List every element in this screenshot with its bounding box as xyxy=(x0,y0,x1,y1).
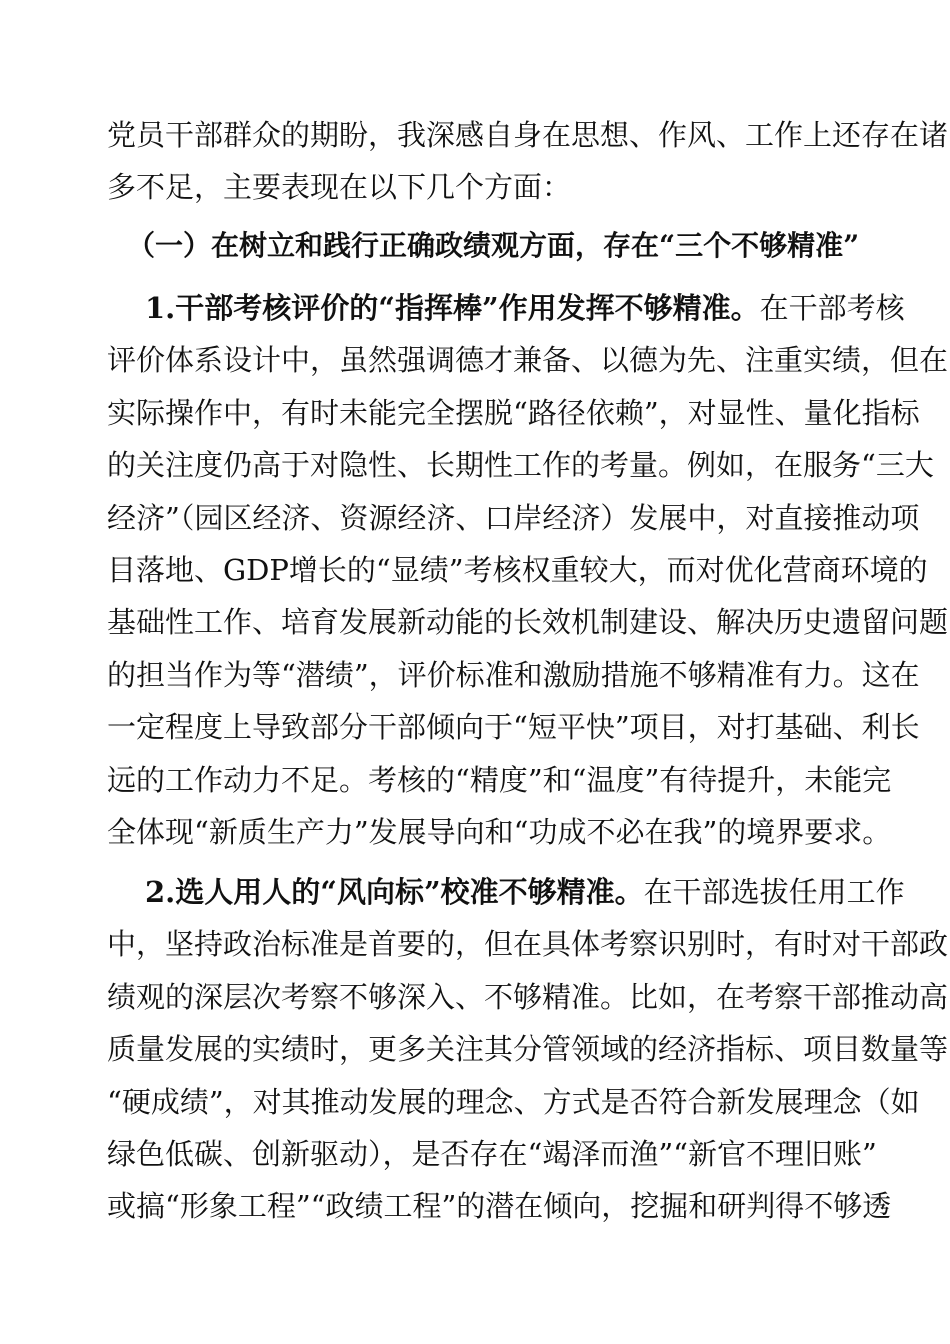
text-line: 或搞“形象工程”“政绩工程”的潜在倾向，挖掘和研判得不够透 xyxy=(107,1189,892,1224)
text-line: 一定程度上导致部分干部倾向于“短平快”项目，对打基础、利长 xyxy=(107,710,920,745)
text-line: “硬成绩”，对其推动发展的理念、方式是否符合新发展理念（如 xyxy=(107,1084,920,1119)
text-line: 绩观的深层次考察不够深入、不够精准。比如，在考察干部推动高 xyxy=(107,979,949,1014)
item2-first-line xyxy=(107,866,905,918)
text-line: 质量发展的实绩时，更多关注其分管领域的经济指标、项目数量等 xyxy=(107,1032,949,1067)
text-line: 实际操作中，有时未能完全摆脱“路径依赖”，对显性、量化指标 xyxy=(107,395,920,430)
item1-first-line-rest: 在干部考核 xyxy=(759,291,905,325)
text-line: 目落地、GDP增长的“显绩”考核权重较大，而对优化营商环境的 xyxy=(107,552,928,587)
text-line: 的关注度仍高于对隐性、长期性工作的考量。例如，在服务“三大 xyxy=(107,448,934,483)
item1-first-line xyxy=(107,282,905,334)
section-heading: （一）在树立和践行正确政绩观方面，存在“三个不够精准” xyxy=(127,229,860,262)
text-line: 基础性工作、培育发展新动能的长效机制建设、解决历史遗留问题 xyxy=(107,605,949,640)
text-line: 远的工作动力不足。考核的“精度”和“温度”有待提升，未能完 xyxy=(107,762,892,797)
text-line: 全体现“新质生产力”发展导向和“功成不必在我”的境界要求。 xyxy=(107,814,892,849)
text-line: 的担当作为等“潜绩”，评价标准和激励措施不够精准有力。这在 xyxy=(107,657,920,692)
text-line: 经济”（园区经济、资源经济、口岸经济）发展中，对直接推动项 xyxy=(107,500,920,535)
item2-title: 2.选人用人的“风向标”校准不够精准。 xyxy=(145,875,644,909)
item2-first-line-rest: 在干部选拔任用工作 xyxy=(643,875,905,909)
text-line: 绿色低碳、创新驱动），是否存在“竭泽而渔”“新官不理旧账” xyxy=(107,1136,877,1171)
item2-paragraph xyxy=(107,866,949,1233)
text-line: 中，坚持政治标准是首要的，但在具体考察识别时，有时对干部政 xyxy=(107,927,949,962)
item1-title: 1.干部考核评价的“指挥棒”作用发挥不够精准。 xyxy=(145,291,760,325)
text-line: 党员干部群众的期盼，我深感自身在思想、作风、工作上还存在诸 xyxy=(107,118,949,152)
item1-paragraph xyxy=(107,282,949,858)
text-line: 多不足，主要表现在以下几个方面： xyxy=(107,170,572,205)
text-line: 评价体系设计中，虽然强调德才兼备、以德为先、注重实绩，但在 xyxy=(107,343,949,378)
intro-paragraph xyxy=(107,109,949,214)
